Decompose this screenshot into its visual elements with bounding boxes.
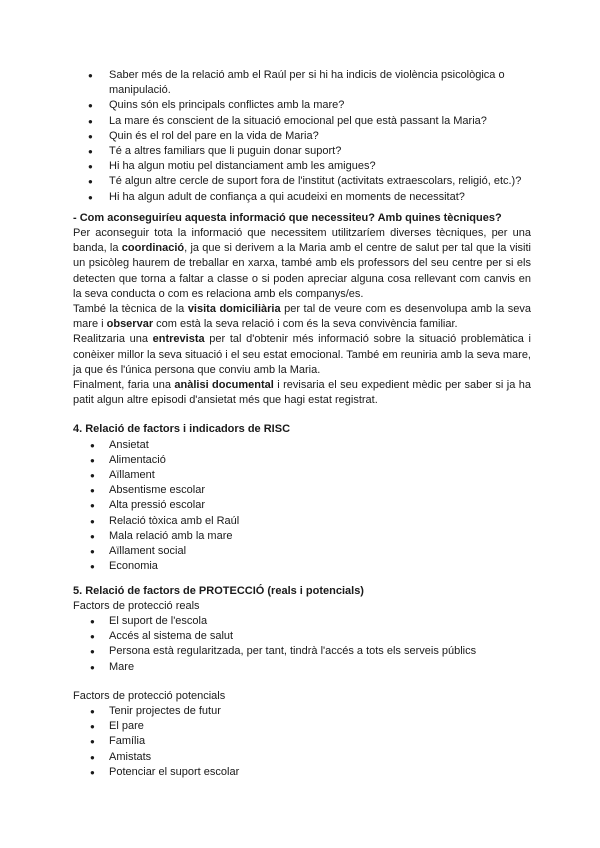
keyword: observar [106, 318, 154, 331]
text: per tal de veure com es desenvolupa amb la seva mare i [73, 303, 531, 331]
list-item: ● Té a altres familiars que li puguin donar suport? [73, 144, 531, 159]
list-item: ● Accés al sistema de salut [73, 629, 531, 644]
real-factors-label: Factors de protecció reals [73, 599, 200, 612]
list-item: ● Mala relació amb la mare [73, 529, 531, 544]
spacer [73, 675, 531, 689]
list-item: ● Economia [73, 559, 531, 574]
list-item: ● Hi ha algun motiu pel distanciament amb les amigues? [73, 159, 531, 174]
risk-list [73, 438, 531, 575]
keyword: visita domiciliària [187, 303, 281, 316]
text: Per aconseguir tota la informació que necessitem utilitzaríem diverses tècniques, per una banda, la [73, 227, 531, 255]
text: , ja que si derivem a la Maria amb el centre de salut per tal que la visiti un psicòleg haurem de treballar en xarxa, també amb els professors del seu centre per si els detecten que torna a faltar a classe o si poden apreciar alguna cosa rellevant com canvis en la seva conducta o com es relaciona amb els companys/es. [73, 242, 531, 300]
keyword: anàlisi documental [174, 379, 274, 392]
text: També la tècnica de la [73, 303, 188, 316]
paragraph-home-visit [73, 302, 531, 332]
paragraph-coordination [73, 226, 531, 302]
list-item: ● Quin és el rol del pare en la vida de Maria? [73, 129, 531, 144]
risk-heading: 4. Relació de factors i indicadors de RISC [73, 423, 291, 436]
questions-list [73, 68, 531, 205]
list-item: ● La mare és conscient de la situació emocional pel que està passant la Maria? [73, 114, 531, 129]
list-item: ● Aïllament social [73, 544, 531, 559]
list-item: ● Potenciar el suport escolar [73, 765, 531, 780]
list-item: ● Tenir projectes de futur [73, 704, 531, 719]
text: i revisaria el seu expedient mèdic per saber si ja ha patit algun altre episodi d'ansietat més que hagi estat registrat. [73, 379, 531, 407]
list-item: ● El suport de l'escola [73, 614, 531, 629]
list-item: ● Alta pressió escolar [73, 498, 531, 513]
text: Finalment, faria una [73, 379, 175, 392]
real-factors-list [73, 614, 531, 675]
text: per tal d'obtenir més informació sobre la situació problemàtica i conèixer millor la seva situació i el seu estat emocional. També em reuniria amb la seva mare, ja que és l'única persona que conviu amb la Maria. [73, 333, 531, 376]
paragraph-document-analysis [73, 378, 531, 408]
keyword: coordinació [121, 242, 185, 255]
list-item: ● Persona està regularitzada, per tant, tindrà l'accés a tots els serveis públics [73, 644, 531, 659]
protection-heading: 5. Relació de factors de PROTECCIÓ (reals i potencials) [73, 584, 364, 597]
text: Realitzaria una [73, 333, 153, 346]
list-item: ● Té algun altre cercle de suport fora de l'institut (activitats extraescolars, religió, etc.)? [73, 174, 531, 189]
list-item: ● Relació tòxica amb el Raúl [73, 514, 531, 529]
potential-factors-list [73, 704, 531, 780]
list-item: ● Família [73, 734, 531, 749]
paragraph-interview [73, 332, 531, 378]
list-item: ● Aïllament [73, 468, 531, 483]
keyword: entrevista [152, 333, 205, 346]
list-item: ● El pare [73, 719, 531, 734]
potential-factors-label: Factors de protecció potencials [73, 689, 226, 702]
list-item: ● Mare [73, 660, 531, 675]
list-item: ● Hi ha algun adult de confiança a qui acudeixi en moments de necessitat? [73, 190, 531, 205]
document-page [73, 68, 531, 780]
list-item: ● Saber més de la relació amb el Raúl per si hi ha indicis de violència psicològica o manipulació. [73, 68, 531, 98]
list-item: ● Alimentació [73, 453, 531, 468]
text: com està la seva relació i com és la seva convivència familiar. [153, 318, 458, 331]
list-item: ● Quins són els principals conflictes amb la mare? [73, 98, 531, 113]
section-question: - Com aconseguiríeu aquesta informació que necessiteu? Amb quines tècniques? [73, 211, 502, 224]
list-item: ● Absentisme escolar [73, 483, 531, 498]
list-item: ● Ansietat [73, 438, 531, 453]
list-item: ● Amistats [73, 750, 531, 765]
